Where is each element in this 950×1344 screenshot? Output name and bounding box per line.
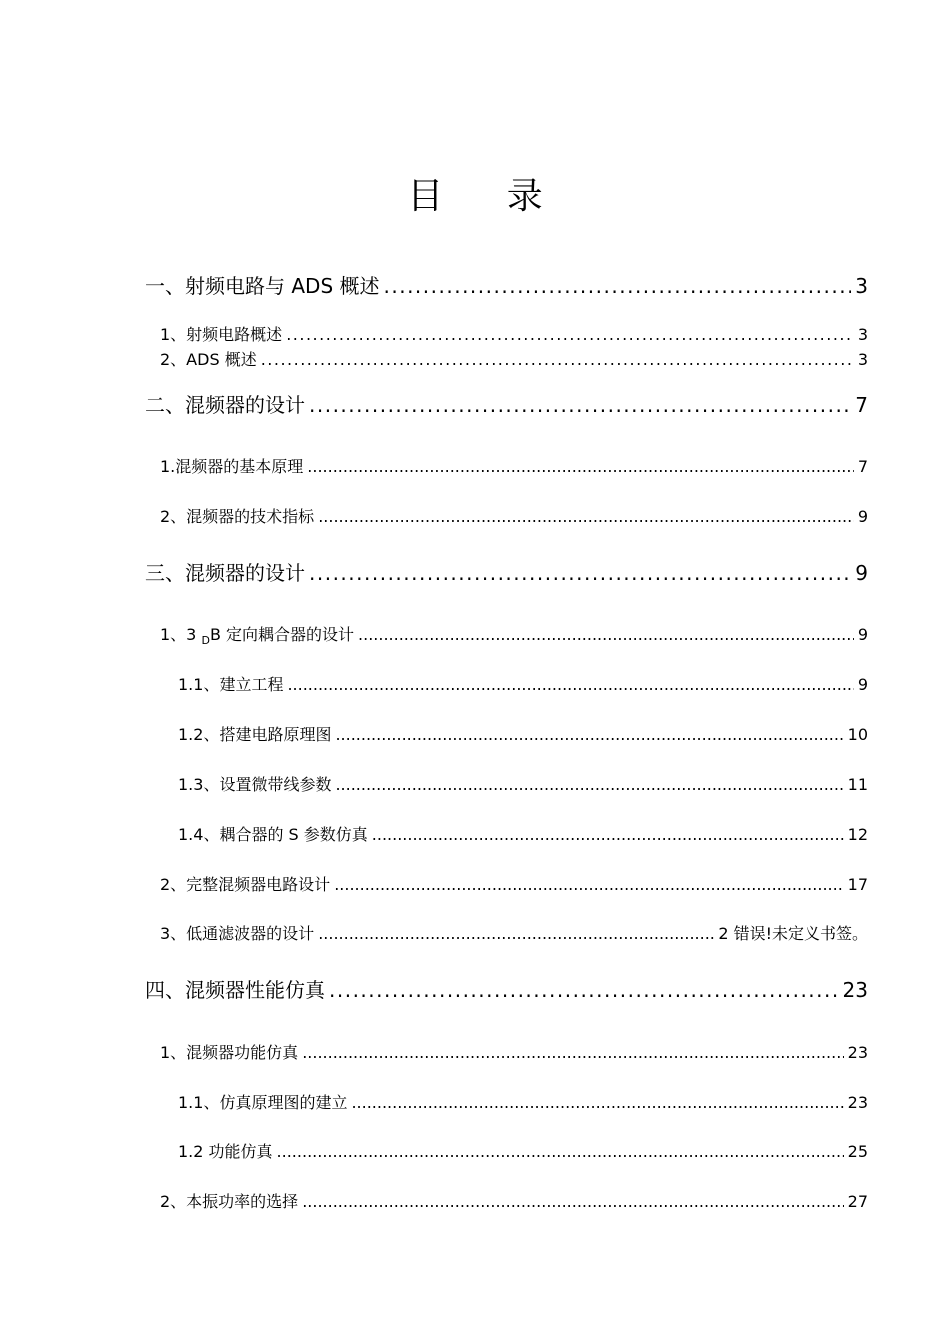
toc-subsection-3-1-4[interactable]	[178, 822, 868, 845]
toc-leader	[286, 325, 854, 344]
toc-leader	[335, 725, 843, 744]
toc-chapter-3[interactable]	[145, 557, 868, 586]
toc-page-number: 9	[855, 561, 868, 585]
toc-subsection-3-1-2[interactable]	[178, 722, 868, 745]
toc-leader	[261, 350, 854, 369]
toc-section-2-2[interactable]	[160, 504, 868, 527]
toc-label: 一、射频电路与 ADS 概述	[145, 274, 380, 298]
toc-section-2-1[interactable]	[160, 454, 868, 477]
toc-label: 四、混频器性能仿真	[145, 978, 325, 1002]
toc-leader	[351, 1093, 843, 1112]
toc-leader	[318, 507, 854, 526]
toc-chapter-2[interactable]	[145, 389, 868, 418]
toc-section-4-2[interactable]	[160, 1189, 868, 1212]
toc-label: 二、混频器的设计	[145, 393, 305, 417]
toc-section-4-1[interactable]	[160, 1040, 868, 1063]
toc-leader	[384, 274, 852, 298]
toc-section-1-2[interactable]	[160, 347, 868, 370]
toc-page-number: 3	[857, 325, 868, 344]
toc-page-number: 23	[847, 1043, 868, 1062]
toc-leader	[358, 625, 854, 644]
toc-page-number: 2 错误!未定义书签。	[718, 924, 868, 943]
toc-leader	[307, 457, 854, 476]
toc-label: 3、低通滤波器的设计	[160, 924, 315, 943]
toc-leader	[302, 1192, 843, 1211]
toc-label: 1.2 功能仿真	[178, 1142, 273, 1161]
toc-label: 1.混频器的基本原理	[160, 457, 304, 476]
toc-label: 1、射频电路概述	[160, 325, 283, 344]
toc-page-number: 10	[847, 725, 868, 744]
toc-page-number: 9	[857, 675, 868, 694]
toc-leader	[287, 675, 853, 694]
toc-label: 1、混频器功能仿真	[160, 1043, 299, 1062]
toc-leader	[302, 1043, 843, 1062]
toc-label: 2、本振功率的选择	[160, 1192, 299, 1211]
toc-page-number: 23	[842, 978, 868, 1002]
toc-subsection-3-1-1[interactable]	[178, 672, 868, 695]
page-title: 目 录	[407, 176, 569, 217]
toc-page-number: 7	[857, 457, 868, 476]
toc-label: 1.1、仿真原理图的建立	[178, 1093, 348, 1112]
toc-page-number: 3	[855, 274, 868, 298]
toc-leader	[334, 875, 843, 894]
toc-page-number: 3	[857, 350, 868, 369]
toc-label: 三、混频器的设计	[145, 561, 305, 585]
toc-label: 2、ADS 概述	[160, 350, 257, 369]
toc-subsection-3-1-3[interactable]	[178, 772, 868, 795]
toc-leader	[318, 924, 714, 943]
toc-page-number: 9	[857, 625, 868, 644]
toc-leader	[309, 393, 851, 417]
toc-section-1-1[interactable]	[160, 322, 868, 345]
toc-label: 2、完整混频器电路设计	[160, 875, 331, 894]
toc-page-number: 27	[847, 1192, 868, 1211]
toc-page-number: 9	[857, 507, 868, 526]
toc-leader	[329, 978, 839, 1002]
toc-label: 1.4、耦合器的 S 参数仿真	[178, 825, 368, 844]
toc-section-3-2[interactable]	[160, 872, 868, 895]
toc-page-number: 7	[855, 393, 868, 417]
toc-subsection-4-1-2[interactable]	[178, 1139, 868, 1162]
toc-chapter-1[interactable]	[145, 270, 868, 299]
toc-leader	[309, 561, 851, 585]
toc-subsection-4-1-1[interactable]	[178, 1090, 868, 1113]
toc-label: 1.1、建立工程	[178, 675, 284, 694]
toc-page-number: 12	[847, 825, 868, 844]
toc-label: 2、混频器的技术指标	[160, 507, 315, 526]
toc-leader	[335, 775, 843, 794]
toc-page-number: 17	[847, 875, 868, 894]
toc-section-3-3[interactable]	[160, 921, 868, 944]
toc-label: 1、3 $_D$B 定向耦合器的设计	[160, 625, 355, 647]
toc-chapter-4[interactable]	[145, 974, 868, 1003]
toc-page-number: 23	[847, 1093, 868, 1112]
toc-leader	[372, 825, 844, 844]
toc-page-number: 11	[847, 775, 868, 794]
toc-section-3-1[interactable]	[160, 622, 868, 645]
toc-page-number: 25	[847, 1142, 868, 1161]
toc-leader	[277, 1142, 844, 1161]
toc-label: 1.3、设置微带线参数	[178, 775, 332, 794]
toc-label: 1.2、搭建电路原理图	[178, 725, 332, 744]
